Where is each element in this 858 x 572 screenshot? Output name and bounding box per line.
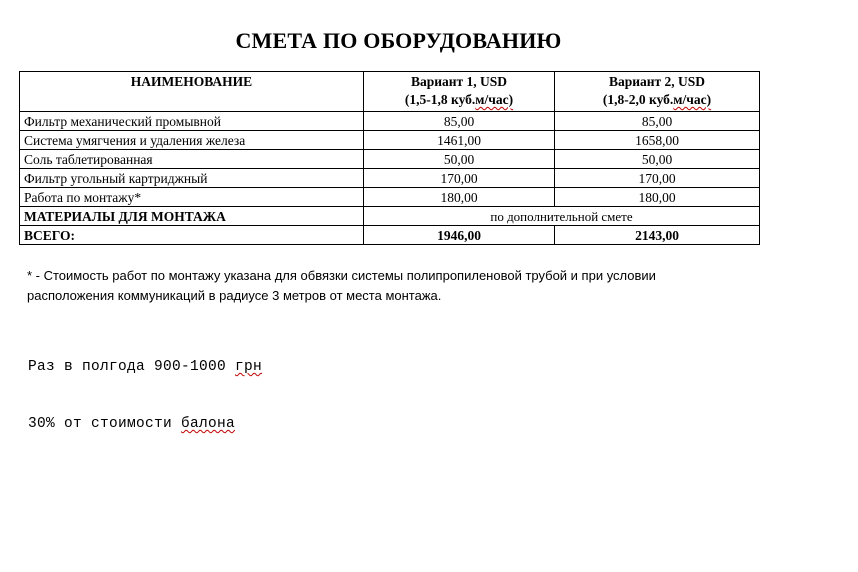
note-cylinder-cost: 30% от стоимости балона (28, 416, 236, 432)
row-variant-2: 170,00 (555, 169, 760, 188)
header-variant-2: Вариант 2, USD (1,8-2,0 куб.м/час) (555, 72, 760, 112)
total-row (20, 226, 760, 245)
row-variant-2: 1658,00 (555, 131, 760, 150)
total-variant-2: 2143,00 (555, 226, 760, 245)
table-row (20, 112, 760, 131)
row-variant-1: 85,00 (364, 112, 555, 131)
row-variant-2: 50,00 (555, 150, 760, 169)
document-title: СМЕТА ПО ОБОРУДОВАНИЮ (235, 28, 562, 53)
materials-label: МАТЕРИАЛЫ ДЛЯ МОНТАЖА (20, 207, 364, 226)
row-variant-1: 180,00 (364, 188, 555, 207)
row-name: Работа по монтажу* (20, 188, 364, 207)
table-row (20, 131, 760, 150)
row-name: Фильтр механический промывной (20, 112, 364, 131)
materials-value: по дополнительной смете (364, 207, 760, 226)
footnote-line-2: расположения коммуникаций в радиусе 3 метров от места монтажа. (27, 288, 442, 303)
materials-row (20, 207, 760, 226)
footnote-line-1: * - Стоимость работ по монтажу указана для обвязки системы полипропиленовой трубой и при условии (27, 268, 656, 283)
header-name: НАИМЕНОВАНИЕ (20, 72, 364, 112)
row-variant-2: 85,00 (555, 112, 760, 131)
row-variant-1: 50,00 (364, 150, 555, 169)
row-variant-2: 180,00 (555, 188, 760, 207)
table-row (20, 188, 760, 207)
header-variant-1: Вариант 1, USD (1,5-1,8 куб.м/час) (364, 72, 555, 112)
total-label: ВСЕГО: (20, 226, 364, 245)
row-name: Соль таблетированная (20, 150, 364, 169)
row-variant-1: 1461,00 (364, 131, 555, 150)
row-name: Система умягчения и удаления железа (20, 131, 364, 150)
table-header-row (20, 72, 760, 112)
footnote (27, 266, 787, 306)
table-row (20, 150, 760, 169)
estimate-table (19, 71, 760, 245)
row-name: Фильтр угольный картриджный (20, 169, 364, 188)
note-replacement-cost: Раз в полгода 900-1000 грн (28, 359, 263, 375)
table-row (20, 169, 760, 188)
total-variant-1: 1946,00 (364, 226, 555, 245)
row-variant-1: 170,00 (364, 169, 555, 188)
